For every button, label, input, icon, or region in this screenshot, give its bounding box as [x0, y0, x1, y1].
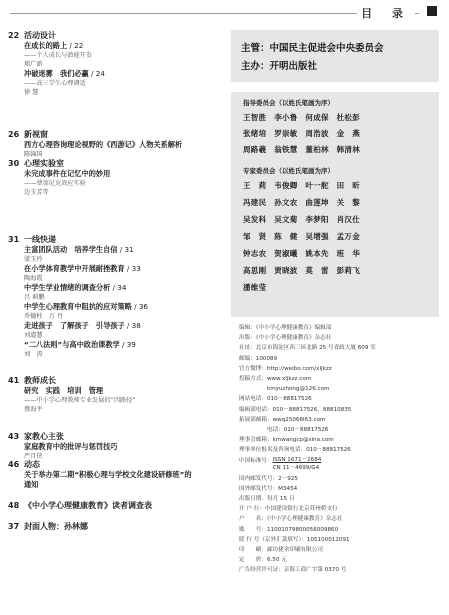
- article-title: [24, 140, 226, 150]
- article-page: / 31: [117, 245, 134, 254]
- toc-entry: [24, 321, 226, 340]
- toc-entry: [24, 245, 226, 264]
- guide-committee-row: 周路羲 翁铁慧 董柏林 韩清林: [243, 145, 360, 154]
- article-author: 梁玉玲: [24, 256, 43, 263]
- toc-entry: [24, 470, 226, 490]
- info-line: 拓展部邮箱：wwq25066l63.com: [239, 416, 326, 423]
- section-page-number: 31: [8, 235, 20, 244]
- info-line: 电话：010－88817526: [239, 427, 329, 434]
- article-title: [24, 442, 226, 452]
- article-title-text: 中学生学业情绪的调查分析: [24, 283, 111, 292]
- toc-section: [8, 158, 226, 197]
- article-author: 乔德柱 万 丹: [24, 313, 64, 320]
- article-title-text: 走进孩子 了解孩子 引导孩子: [24, 321, 125, 330]
- info-line: 官方微博：http://weibo.com/xljkzz: [239, 365, 332, 372]
- info-line: 国内邮发代号：2－925: [239, 475, 298, 482]
- issn-row: [239, 456, 439, 474]
- info-line: 网站电话：010－88817526: [239, 396, 312, 403]
- info-line: 编辑部电话：010－88817526，88810835: [239, 406, 352, 413]
- issn-label: 中国标准号：: [239, 457, 273, 464]
- article-title-text: 冲破迷雾 我们必赢: [24, 69, 89, 78]
- page-header: [0, 0, 449, 28]
- section-page-number: 48: [8, 501, 20, 510]
- section-title: 家教心主张: [24, 432, 64, 441]
- article-title: [24, 340, 226, 350]
- article-author: 陶海霞: [24, 275, 43, 282]
- section-page-number: 43: [8, 432, 20, 441]
- toc-entry: [24, 340, 226, 359]
- section-heading: [8, 234, 226, 245]
- cn-number: CN 11－4699/G4: [272, 464, 320, 471]
- article-title: [24, 470, 226, 480]
- toc-entry: [24, 140, 226, 159]
- toc-section: [8, 129, 226, 159]
- info-line: 开 户 行：中国建设银行北京苏州桥支行: [239, 506, 338, 513]
- section-title: 动态: [24, 460, 40, 469]
- expert-committee-row: 邹 贤 陈 健 吴增强 孟万金: [243, 232, 360, 241]
- expert-committee-row: 潘维莹: [243, 283, 267, 292]
- guide-committee-row: 王智胜 李小鲁 何成保 杜松彭: [243, 113, 360, 122]
- article-title: [24, 321, 226, 331]
- info-line: 联 行 号（京外汇款填写）：105100012091: [239, 536, 350, 543]
- expert-committee-row: 吴发科 吴文菊 李梦阳 肖汉仕: [243, 215, 360, 224]
- info-line: 户 名：《中小学心理健康教育》杂志社: [239, 516, 343, 523]
- article-page: / 22: [67, 41, 84, 50]
- page-title: 目 录: [357, 5, 415, 21]
- sponsor-line: 主办：开明出版社: [241, 61, 318, 72]
- guide-committee-heading: 指导委员会（以姓氏笔画为序）: [243, 99, 334, 107]
- section-title: 《中小学心理健康教育》读者调查表: [24, 501, 152, 510]
- article-author: 严月侠: [24, 453, 43, 460]
- article-title: [24, 386, 226, 396]
- article-author: 陈锦国: [24, 151, 43, 158]
- publication-info: [239, 323, 439, 576]
- article-title-continued: 通知: [24, 480, 39, 489]
- info-line: 定 价：6.50 元: [239, 557, 287, 564]
- toc-entry: [24, 283, 226, 302]
- section-heading: [8, 521, 226, 532]
- section-heading: [8, 500, 226, 511]
- article-author: 边玉芳等: [24, 189, 49, 196]
- section-heading: [8, 375, 226, 386]
- section-page-number: 37: [8, 522, 20, 531]
- article-title: [24, 302, 226, 312]
- article-title-text: 在小学体育教学中开展耐挫教育: [24, 264, 125, 273]
- section-title: 教师成长: [24, 376, 56, 385]
- info-line: 国外邮发代号：M3454: [239, 485, 298, 492]
- article-author: 徐 慧: [24, 89, 39, 96]
- article-title: [24, 264, 226, 274]
- issn-number: ISSN 1671－2684: [272, 456, 322, 463]
- article-author: 吕 莉鹏: [24, 294, 45, 301]
- expert-committee-row: 高思刚 贾晓波 莫 雷 彭莉飞: [243, 266, 360, 275]
- toc-section: [8, 459, 226, 490]
- masthead-column: [231, 30, 439, 607]
- toc-entry: [24, 69, 226, 97]
- info-line: 账 号：11001079800056009860: [239, 526, 339, 533]
- article-title-text: 主富团队活动 培养学生自信: [24, 245, 118, 254]
- expert-committee-row: 钟志农 贺淑曦 姚本先 班 华: [243, 249, 360, 258]
- section-heading: [8, 129, 226, 140]
- info-line: 编辑：《中小学心理健康教育》编辑部: [239, 325, 332, 331]
- article-title: [24, 41, 226, 51]
- toc-entry: [24, 41, 226, 69]
- article-title: [24, 169, 226, 179]
- toc-section: [8, 234, 226, 359]
- section-page-number: 26: [8, 130, 20, 139]
- article-title-text: 未完成事件在记忆中的妙用: [24, 169, 111, 178]
- toc-entry: [24, 169, 226, 197]
- article-subtitle: ——蔡加尼克效应实验: [24, 180, 86, 187]
- article-title: [24, 69, 226, 79]
- article-title-text: 中学生心理教育中阻抗的应对策略: [24, 302, 132, 311]
- toc-section: [8, 431, 226, 461]
- expert-committee-heading: 专家委员会（以姓氏笔画为序）: [243, 167, 334, 175]
- section-page-number: 22: [8, 31, 20, 40]
- info-line: 社址：北京市海淀区西三环北路 25 号青政大厦 609 室: [239, 345, 376, 352]
- article-page: / 24: [88, 69, 105, 78]
- toc-section: [8, 30, 226, 97]
- article-page: / 39: [119, 340, 136, 349]
- guide-committee-row: 张绪培 罗崇敏 周浩波 金 燕: [243, 129, 360, 138]
- article-page: / 34: [110, 283, 127, 292]
- section-title: 新视窗: [24, 130, 48, 139]
- committee-box: [231, 92, 439, 317]
- masthead-box: [231, 30, 439, 82]
- toc-entry: [24, 264, 226, 283]
- article-author: 刘 涛: [24, 351, 43, 358]
- article-title-text: 西方心理咨询理论视野的《西游记》人物关系解析: [24, 140, 183, 149]
- section-heading: [8, 30, 226, 41]
- section-title: 封面人物：孙林娜: [24, 522, 88, 531]
- toc-section: [8, 375, 226, 414]
- info-line: 理事单位报名及咨询电话：010－88817526: [239, 447, 351, 454]
- toc-section: [8, 500, 226, 511]
- article-author: 蔡海平: [24, 406, 43, 413]
- article-title-text: 关于举办第二期“积极心理与学校文化建设研修班”的: [24, 470, 192, 479]
- section-heading: [8, 158, 226, 169]
- article-page: / 33: [124, 264, 141, 273]
- article-page: / 38: [124, 321, 141, 330]
- info-line: 投稿方式：www.xljkzz.com: [239, 376, 312, 383]
- supervisor-line: 主管：中国民主促进会中央委员会: [241, 43, 384, 54]
- issn-block: [273, 456, 322, 472]
- info-line: 出版日期：每月 15 日: [239, 496, 295, 503]
- article-author: 刘道慧: [24, 332, 43, 339]
- article-subtitle: ——中小学心理教师专业发展的“四路径”: [24, 397, 136, 404]
- section-title: 一线快递: [24, 235, 56, 244]
- section-page-number: 30: [8, 159, 20, 168]
- section-title: 活动设计: [24, 31, 56, 40]
- expert-committee-row: 冯建民 孙文农 曲莲坤 关 黎: [243, 198, 360, 207]
- info-line: 出版：《中小学心理健康教育》杂志社: [239, 335, 332, 342]
- article-title-text: 研究 实践 培训 管理: [24, 386, 104, 395]
- section-page-number: 46: [8, 460, 20, 469]
- info-line: 广告经营许可证：京海工商广字第 0370 号: [239, 567, 347, 574]
- toc-section: [8, 521, 226, 532]
- article-subtitle: ——个人成长与潜能开发: [24, 52, 93, 59]
- toc-entry: [24, 386, 226, 414]
- article-title-text: “二八法则”与高中政治课教学: [24, 340, 120, 349]
- info-line: 理事会邮箱：kmwangcp@sina.com: [239, 437, 334, 444]
- section-heading: [8, 459, 226, 470]
- info-line: 邮编：100089: [239, 355, 278, 362]
- article-page: / 36: [131, 302, 148, 311]
- header-square-mark: [427, 6, 437, 16]
- section-page-number: 41: [8, 376, 20, 385]
- info-line: kmyuzhong@126.com: [239, 386, 330, 393]
- article-title-text: 家庭教育中的批评与惩罚技巧: [24, 442, 118, 451]
- section-heading: [8, 431, 226, 442]
- article-title: [24, 283, 226, 293]
- info-line: 印 刷：廊坊捷余印刷有限公司: [239, 547, 323, 554]
- article-author: 郑广新: [24, 61, 43, 68]
- article-subtitle: ——高三学生心理调适: [24, 80, 86, 87]
- article-title-text: 在成长的路上: [24, 41, 68, 50]
- section-title: 心理实验室: [24, 159, 64, 168]
- toc-entry: [24, 302, 226, 321]
- expert-committee-row: 王 莉 韦俊卿 叶一舵 田 昕: [243, 181, 360, 190]
- article-title: [24, 245, 226, 255]
